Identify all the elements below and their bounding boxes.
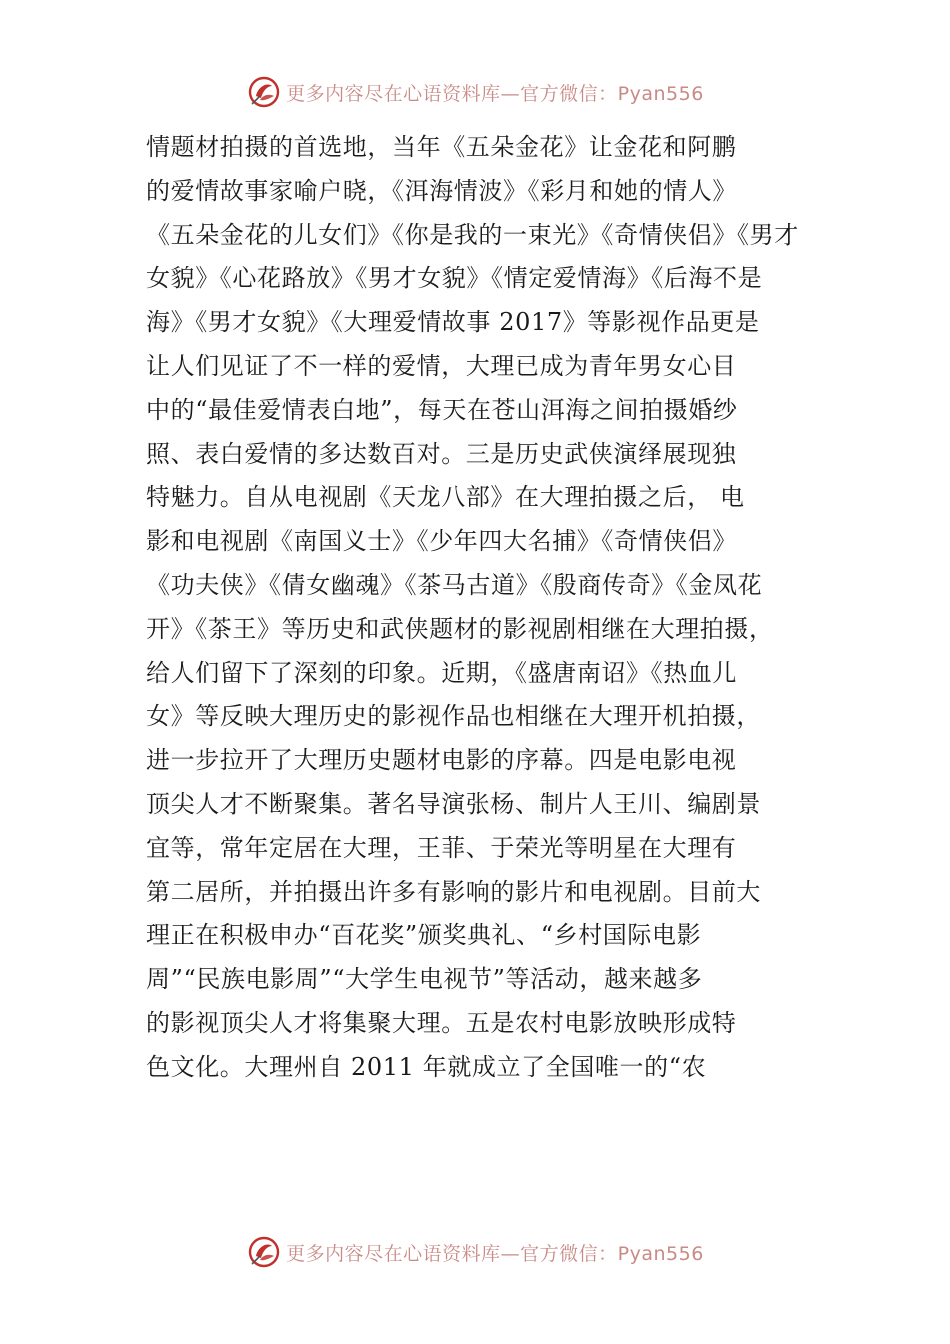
text-line: 照、表白爱情的多达数百对。三是历史武侠演绎展现独 bbox=[146, 439, 737, 468]
footer-banner-text: 更多内容尽在心语资料库—官方微信：Pyan556 bbox=[286, 1242, 704, 1265]
text-line: 特魅力。自从电视剧《天龙八部》在大理拍摄之后， 电 bbox=[146, 483, 745, 512]
rose-logo-icon bbox=[246, 74, 282, 110]
text-line: 情题材拍摄的首选地，当年《五朵金花》让金花和阿鹏 bbox=[146, 133, 737, 161]
text-line: 中的“最佳爱情表白地”，每天在苍山洱海之间拍摄婚纱 bbox=[146, 395, 738, 424]
text-line: 周”“民族电影周”“大学生电视节”等活动，越来越多 bbox=[146, 965, 703, 994]
document-body bbox=[146, 126, 822, 1090]
text-line: 顶尖人才不断聚集。著名导演张杨、制片人王川、编剧景 bbox=[146, 789, 761, 818]
text-line: 色文化。大理州自 2011 年就成立了全国唯一的“农 bbox=[146, 1052, 707, 1081]
text-line: 的影视顶尖人才将集聚大理。五是农村电影放映形成特 bbox=[146, 1008, 737, 1037]
text-line: 让人们见证了不一样的爱情，大理已成为青年男女心目 bbox=[146, 351, 737, 380]
text-line: 女》等反映大理历史的影视作品也相继在大理开机拍摄， bbox=[146, 702, 761, 731]
text-line: 《功夫侠》《倩女幽魂》《茶马古道》《殷商传奇》《金凤花 bbox=[146, 570, 763, 599]
text-line: 海》《男才女貌》《大理爱情故事 2017》等影视作品更是 bbox=[146, 308, 760, 337]
text-line: 宜等，常年定居在大理，王菲、于荣光等明星在大理有 bbox=[146, 833, 737, 862]
footer-banner bbox=[0, 1232, 950, 1272]
text-line: 《五朵金花的儿女们》《你是我的一束光》《奇情侠侣》《男才 bbox=[146, 220, 799, 249]
text-line: 的爱情故事家喻户晓，《洱海情波》《彩月和她的情人》 bbox=[146, 176, 737, 205]
rose-logo-icon bbox=[246, 1234, 282, 1270]
header-banner-text: 更多内容尽在心语资料库—官方微信：Pyan556 bbox=[286, 82, 704, 105]
wechat-id: Pyan556 bbox=[617, 82, 704, 105]
text-line: 理正在积极申办“百花奖”颁奖典礼、“乡村国际电影 bbox=[146, 921, 702, 950]
text-line: 女貌》《心花路放》《男才女貌》《情定爱情海》《后海不是 bbox=[146, 264, 763, 293]
text-line: 开》《茶王》等历史和武侠题材的影视剧相继在大理拍摄， bbox=[146, 614, 774, 643]
text-line: 进一步拉开了大理历史题材电影的序幕。四是电影电视 bbox=[146, 746, 737, 775]
text-line: 第二居所，并拍摄出许多有影响的影片和电视剧。目前大 bbox=[146, 877, 761, 906]
text-line: 影和电视剧《南国义士》《少年四大名捕》《奇情侠侣》 bbox=[146, 527, 737, 556]
header-banner bbox=[0, 72, 950, 112]
text-line: 给人们留下了深刻的印象。近期，《盛唐南诏》《热血儿 bbox=[146, 658, 737, 687]
wechat-id: Pyan556 bbox=[617, 1242, 704, 1265]
